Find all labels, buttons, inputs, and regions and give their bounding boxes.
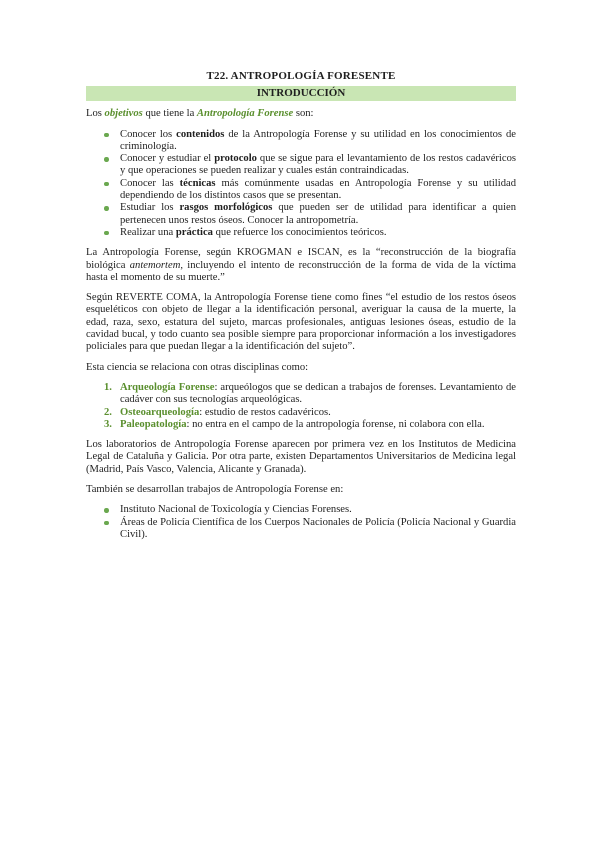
document-page — [86, 70, 516, 549]
item-text: : no entra en el campo de la antropología forense, ni colabora con ella. — [186, 418, 485, 430]
paragraph-text: , incluyendo el intento de reconstrucción de la forma de vida de la víctima hasta el momento de su muerte.” — [86, 259, 516, 283]
item-text: : arqueólogos que se dedican a trabajos de forenses. Levantamiento de cadáver con sus tecnologías arqueológicas. — [120, 381, 516, 406]
list-item — [120, 227, 516, 239]
list-item — [120, 153, 516, 178]
item-bold: técnicas — [179, 177, 216, 189]
item-text: Conocer las — [120, 177, 180, 189]
item-text: Conocer los — [120, 128, 177, 140]
list-item — [104, 381, 516, 407]
item-text: más comúnmente usadas en Antropología Forense y su utilidad dependiendo de los distintos casos que se presentan. — [120, 177, 516, 202]
paragraph-italic: antemortem — [129, 259, 181, 271]
item-text: que se sigue para el levantamiento de los restos cadavéricos y que operaciones se pueden realizar y cuales están contraindicadas. — [120, 153, 516, 177]
disciplines-list — [86, 382, 516, 431]
disciplines-intro: Esta ciencia se relaciona con otras disciplinas como: — [86, 361, 309, 373]
objectives-intro — [86, 108, 516, 120]
discipline-term: Osteoarqueología — [120, 406, 200, 418]
works-intro: También se desarrollan trabajos de Antropología Forense en: — [86, 484, 344, 496]
item-text: Conocer y estudiar el — [120, 153, 215, 165]
item-bold: protocolo — [214, 153, 257, 165]
list-item — [120, 202, 516, 227]
list-item — [104, 418, 516, 431]
item-bold: práctica — [175, 226, 213, 238]
intro-text: que tiene la — [142, 108, 197, 120]
list-item — [120, 129, 516, 154]
item-bold: rasgos morfológicos — [179, 202, 273, 214]
paragraph-text: La Antropología Forense, según KROGMAN e ISCAN, es la “reconstrucción de la biografía biológica — [86, 247, 516, 271]
list-item: Instituto Nacional de Toxicología y Ciencias Forenses. — [120, 504, 516, 516]
item-text: de la Antropología Forense y su utilidad en los conocimientos de criminología. — [120, 128, 516, 152]
discipline-term: Arqueología Forense — [120, 381, 215, 393]
section-heading: INTRODUCCIÓN — [86, 86, 516, 101]
item-number: 3. — [104, 418, 112, 430]
list-item — [104, 406, 516, 419]
document-title: T22. ANTROPOLOGÍA FORESENTE — [206, 70, 396, 82]
krogman-paragraph — [86, 247, 516, 284]
objectives-term: objetivos — [104, 108, 143, 120]
item-number: 1. — [104, 381, 112, 393]
intro-text: Los — [86, 108, 105, 120]
item-number: 2. — [104, 406, 112, 418]
antropologia-forense-term: Antropología Forense — [196, 108, 294, 120]
item-text: que refuerce los conocimientos teóricos. — [212, 226, 387, 238]
objectives-list — [86, 129, 516, 240]
item-text: Realizar una — [120, 226, 176, 238]
list-item — [120, 178, 516, 203]
item-text: Estudiar los — [120, 202, 180, 214]
reverte-paragraph: Según REVERTE COMA, la Antropología Forense tiene como fines “el estudio de los restos óseos esqueléticos con objeto de llegar a la identificación personal, averiguar la causa de la muerte, la edad, raza, sexo, estatura del sujeto, marcas profesionales, antiguas lesiones óseas, estudio de la cavidad bucal, y todo cuanto sea posible siempre para proporcionar información a los investigadores policiales para que puedan llegar a la identificación del sujeto”. — [86, 292, 516, 353]
item-text: : estudio de restos cadavéricos. — [199, 406, 331, 418]
intro-text: son: — [293, 108, 314, 120]
places-list — [86, 504, 516, 541]
discipline-term: Paleopatología — [120, 418, 187, 430]
item-bold: contenidos — [176, 128, 225, 140]
list-item: Áreas de Policía Científica de los Cuerpos Nacionales de Policía (Policía Nacional y Guardia Civil). — [120, 516, 516, 540]
item-text: que pueden ser de utilidad para identificar a quien pertenecen unos restos óseos. Conocer la antropometría. — [120, 202, 517, 226]
laboratories-paragraph: Los laboratorios de Antropología Forense aparecen por primera vez en los Institutos de Medicina Legal de Cataluña y Galicia. Por otra parte, existen Departamentos Universitarios de Medicina legal (Madrid, País Vasco, Valencia, Alicante y Granada). — [86, 439, 516, 475]
